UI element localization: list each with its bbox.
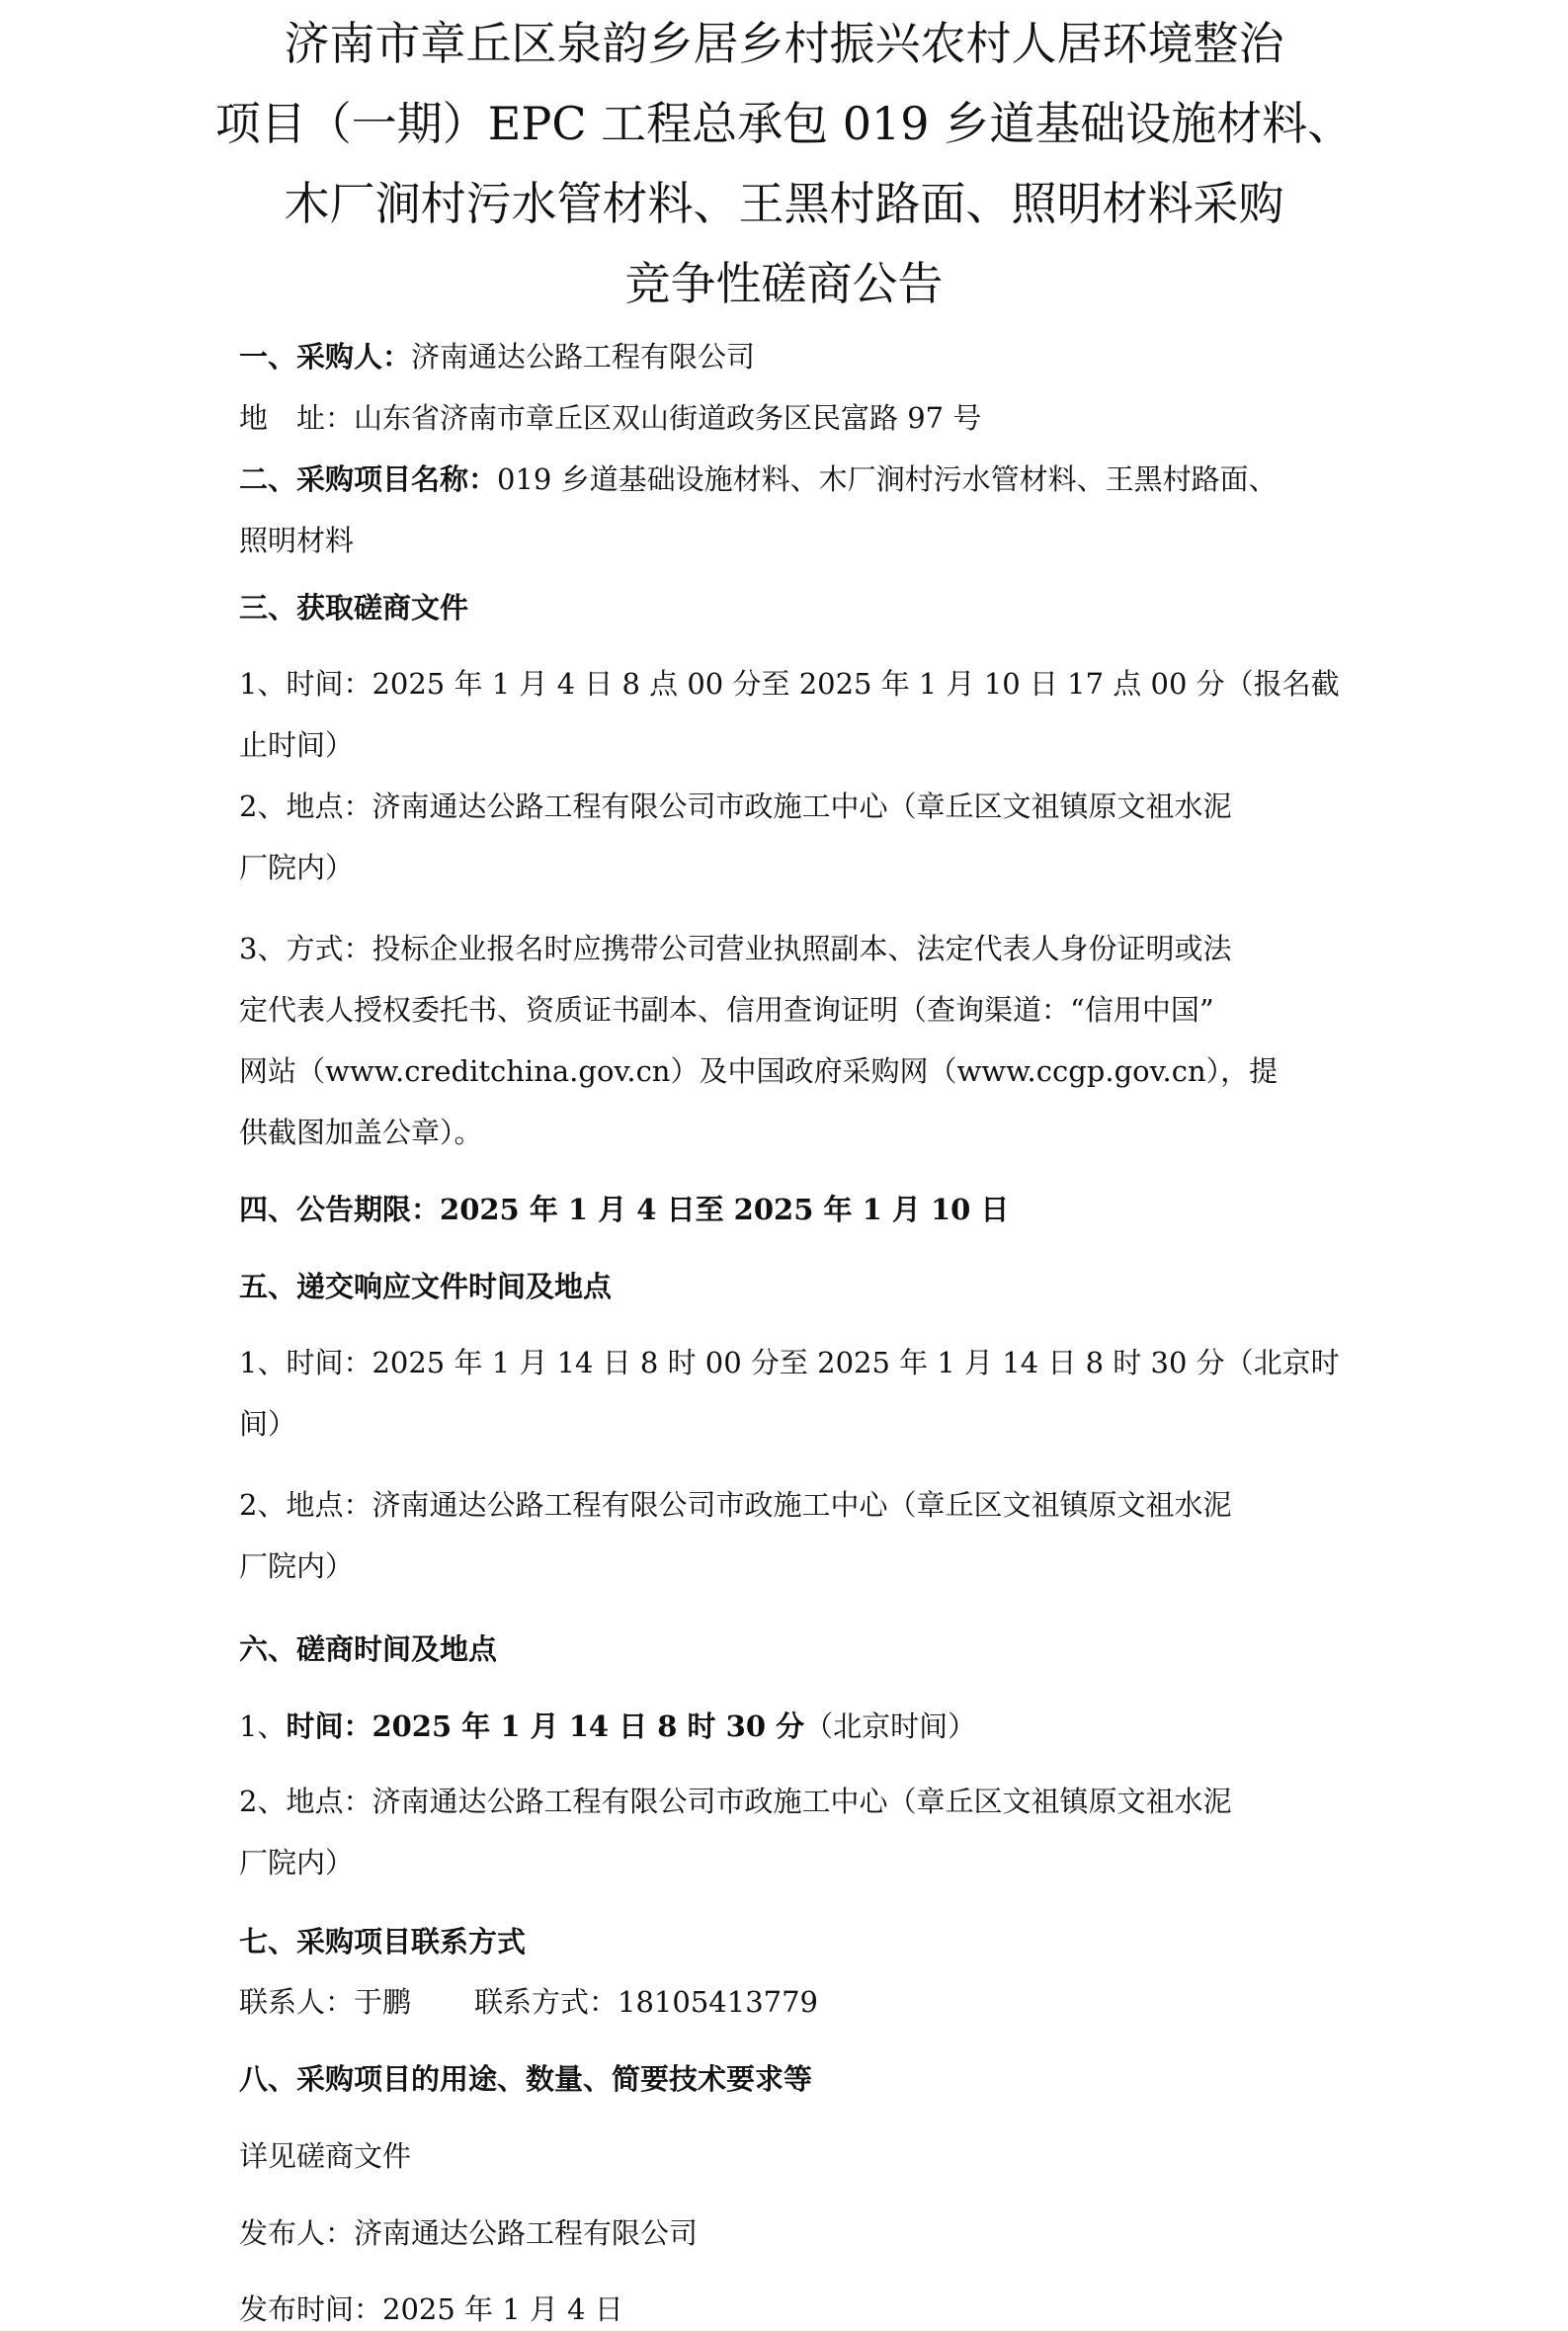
project-name-line xyxy=(239,460,1278,498)
s6-item1-bold: 时间：2025 年 1 月 14 日 8 时 30 分 xyxy=(286,1709,805,1743)
section-8-heading: 八、采购项目的用途、数量、简要技术要求等 xyxy=(239,2062,813,2096)
s5-item1-line1: 1、时间：2025 年 1 月 14 日 8 时 00 分至 2025 年 1 月 14 日 8 时 30 分（北京时 xyxy=(239,1346,1340,1379)
s3-item3-line1: 3、方式：投标企业报名时应携带公司营业执照副本、法定代表人身份证明或法 xyxy=(239,932,1232,965)
s3-item2-line1: 2、地点：济南通达公路工程有限公司市政施工中心（章丘区文祖镇原文祖水泥 xyxy=(239,790,1232,823)
s6-item2-line2: 厂院内） xyxy=(239,1846,355,1879)
section-6-heading: 六、磋商时间及地点 xyxy=(239,1632,498,1666)
s5-item2-line1: 2、地点：济南通达公路工程有限公司市政施工中心（章丘区文祖镇原文祖水泥 xyxy=(239,1488,1232,1522)
publisher-value: 济南通达公路工程有限公司 xyxy=(354,2216,699,2250)
publisher-line xyxy=(239,2214,698,2252)
purchaser-value: 济南通达公路工程有限公司 xyxy=(411,340,756,374)
s5-item1-line2: 间） xyxy=(239,1407,297,1441)
notice-period-line xyxy=(239,1191,1009,1228)
purchaser-line xyxy=(239,338,755,375)
s6-item1-line xyxy=(239,1707,976,1745)
section-7-heading: 七、采购项目联系方式 xyxy=(239,1925,527,1958)
page-title xyxy=(158,4,1410,324)
phone-value: 18105413779 xyxy=(618,1985,819,2019)
s5-item2-line2: 厂院内） xyxy=(239,1549,355,1583)
s3-item1-line1: 1、时间：2025 年 1 月 4 日 8 点 00 分至 2025 年 1 月 10 日 17 点 00 分（报名截 xyxy=(239,667,1340,701)
address-line xyxy=(239,399,981,437)
section-1-heading: 一、采购人： xyxy=(239,340,412,374)
s6-item2-line1: 2、地点：济南通达公路工程有限公司市政施工中心（章丘区文祖镇原文祖水泥 xyxy=(239,1785,1232,1818)
s6-item1-suffix: （北京时间） xyxy=(804,1709,977,1743)
publisher-label: 发布人： xyxy=(239,2216,355,2250)
s3-item2-line2: 厂院内） xyxy=(239,851,355,884)
title-line-4: 竞争性磋商公告 xyxy=(624,257,944,310)
publish-date-line xyxy=(239,2290,623,2328)
section-4-heading: 四、公告期限： xyxy=(239,1193,441,1226)
s3-item3-line2: 定代表人授权委托书、资质证书副本、信用查询证明（查询渠道：“信用中国” xyxy=(239,993,1214,1027)
publish-date-label: 发布时间： xyxy=(239,2292,383,2326)
section-3-heading: 三、获取磋商文件 xyxy=(239,591,469,624)
s3-item3-line3: 网站（www.creditchina.gov.cn）及中国政府采购网（www.ccgp.gov.cn），提 xyxy=(239,1054,1279,1088)
project-name-value-1: 019 乡道基础设施材料、木厂涧村污水管材料、王黑村路面、 xyxy=(497,462,1278,496)
contact-name: 于鹏 xyxy=(354,1985,412,2019)
contact-label: 联系人： xyxy=(239,1985,355,2019)
address-label: 地 址： xyxy=(239,401,355,435)
title-line-3: 木厂涧村污水管材料、王黑村路面、照明材料采购 xyxy=(284,177,1284,230)
s3-item3-line4: 供截图加盖公章）。 xyxy=(239,1116,483,1149)
publish-date-value: 2025 年 1 月 4 日 xyxy=(382,2292,623,2326)
section-2-heading: 二、采购项目名称： xyxy=(239,462,498,496)
title-line-2: 项目（一期）EPC 工程总承包 019 乡道基础设施材料、 xyxy=(214,97,1354,150)
contact-line xyxy=(239,1983,818,2021)
title-line-1: 济南市章丘区泉韵乡居乡村振兴农村人居环境整治 xyxy=(284,17,1284,70)
project-name-value-2: 照明材料 xyxy=(239,524,355,557)
notice-period-value: 2025 年 1 月 4 日至 2025 年 1 月 10 日 xyxy=(440,1193,1010,1226)
phone-label: 联系方式： xyxy=(474,1985,619,2019)
detail-line: 详见磋商文件 xyxy=(239,2139,412,2173)
address-value: 山东省济南市章丘区双山街道政务区民富路 97 号 xyxy=(354,401,982,435)
section-5-heading: 五、递交响应文件时间及地点 xyxy=(239,1270,613,1303)
s3-item1-line2: 止时间） xyxy=(239,728,355,762)
s6-item1-prefix: 1、 xyxy=(239,1709,287,1743)
